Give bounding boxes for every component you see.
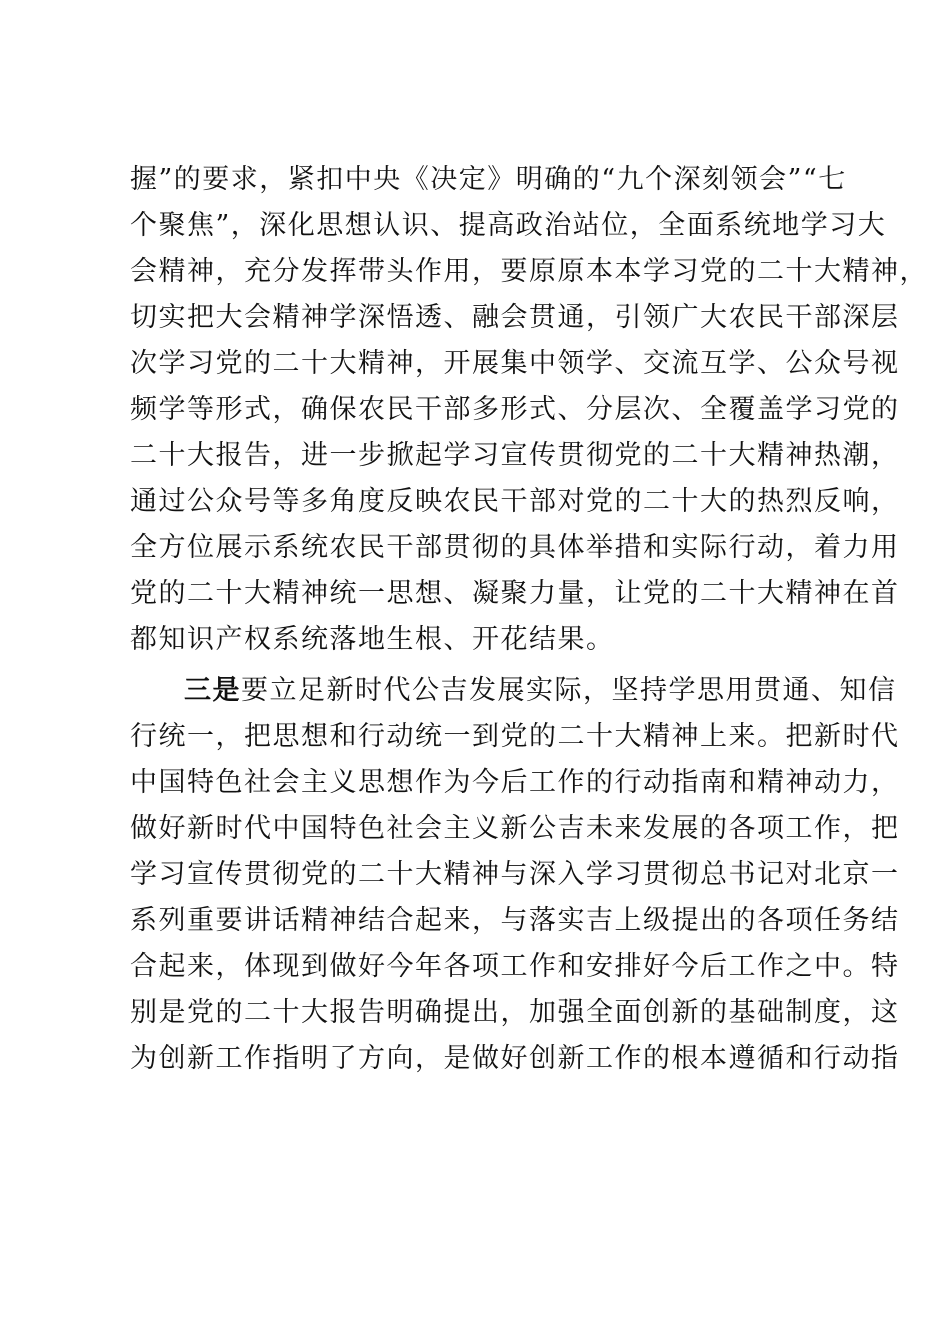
- paragraph-2-line-4: 做好新时代中国特色社会主义新公吉未来发展的各项工作，把: [130, 813, 900, 844]
- paragraph-2-line-2: 行统一，把思想和行动统一到党的二十大精神上来。把新时代: [130, 721, 900, 752]
- paragraph-2-line-1-text: 要立足新时代公吉发展实际，坚持学思用贯通、知信: [241, 675, 897, 706]
- paragraph-2-line-7: 合起来，体现到做好今年各项工作和安排好今后工作之中。特: [130, 951, 900, 982]
- paragraph-1-line-3: 会精神，充分发挥带头作用，要原原本本学习党的二十大精神，: [130, 256, 928, 287]
- paragraph-1-line-1: 握”的要求，紧扣中央《决定》明确的“九个深刻领会”“七: [130, 164, 847, 195]
- paragraph-1-line-7: 二十大报告，进一步掀起学习宣传贯彻党的二十大精神热潮，: [130, 440, 900, 471]
- paragraph-1-line-9: 全方位展示系统农民干部贯彻的具体举措和实际行动，着力用: [130, 532, 900, 563]
- paragraph-1-line-5: 次学习党的二十大精神，开展集中领学、交流互学、公众号视: [130, 348, 900, 379]
- paragraph-1-line-10: 党的二十大精神统一思想、凝聚力量，让党的二十大精神在首: [130, 578, 900, 609]
- paragraph-2-line-8: 别是党的二十大报告明确提出，加强全面创新的基础制度，这: [130, 997, 900, 1028]
- paragraph-1-line-6: 频学等形式，确保农民干部多形式、分层次、全覆盖学习党的: [130, 394, 900, 425]
- paragraph-1-line-8: 通过公众号等多角度反映农民干部对党的二十大的热烈反响，: [130, 486, 900, 517]
- paragraph-1-line-11: 都知识产权系统落地生根、开花结果。: [130, 624, 615, 655]
- paragraph-2-lead: 三是: [184, 675, 241, 706]
- paragraph-1-line-4: 切实把大会精神学深悟透、融会贯通，引领广大农民干部深层: [130, 302, 900, 333]
- paragraph-2-line-5: 学习宣传贯彻党的二十大精神与深入学习贯彻总书记对北京一: [130, 859, 900, 890]
- paragraph-2-line-6: 系列重要讲话精神结合起来，与落实吉上级提出的各项任务结: [130, 905, 900, 936]
- paragraph-2-line-1: [184, 671, 897, 711]
- paragraph-1-line-2: 个聚焦”，深化思想认识、提高政治站位，全面系统地学习大: [130, 210, 887, 241]
- paragraph-2-line-3: 中国特色社会主义思想作为今后工作的行动指南和精神动力，: [130, 767, 900, 798]
- paragraph-2-line-9: 为创新工作指明了方向，是做好创新工作的根本遵循和行动指: [130, 1043, 900, 1074]
